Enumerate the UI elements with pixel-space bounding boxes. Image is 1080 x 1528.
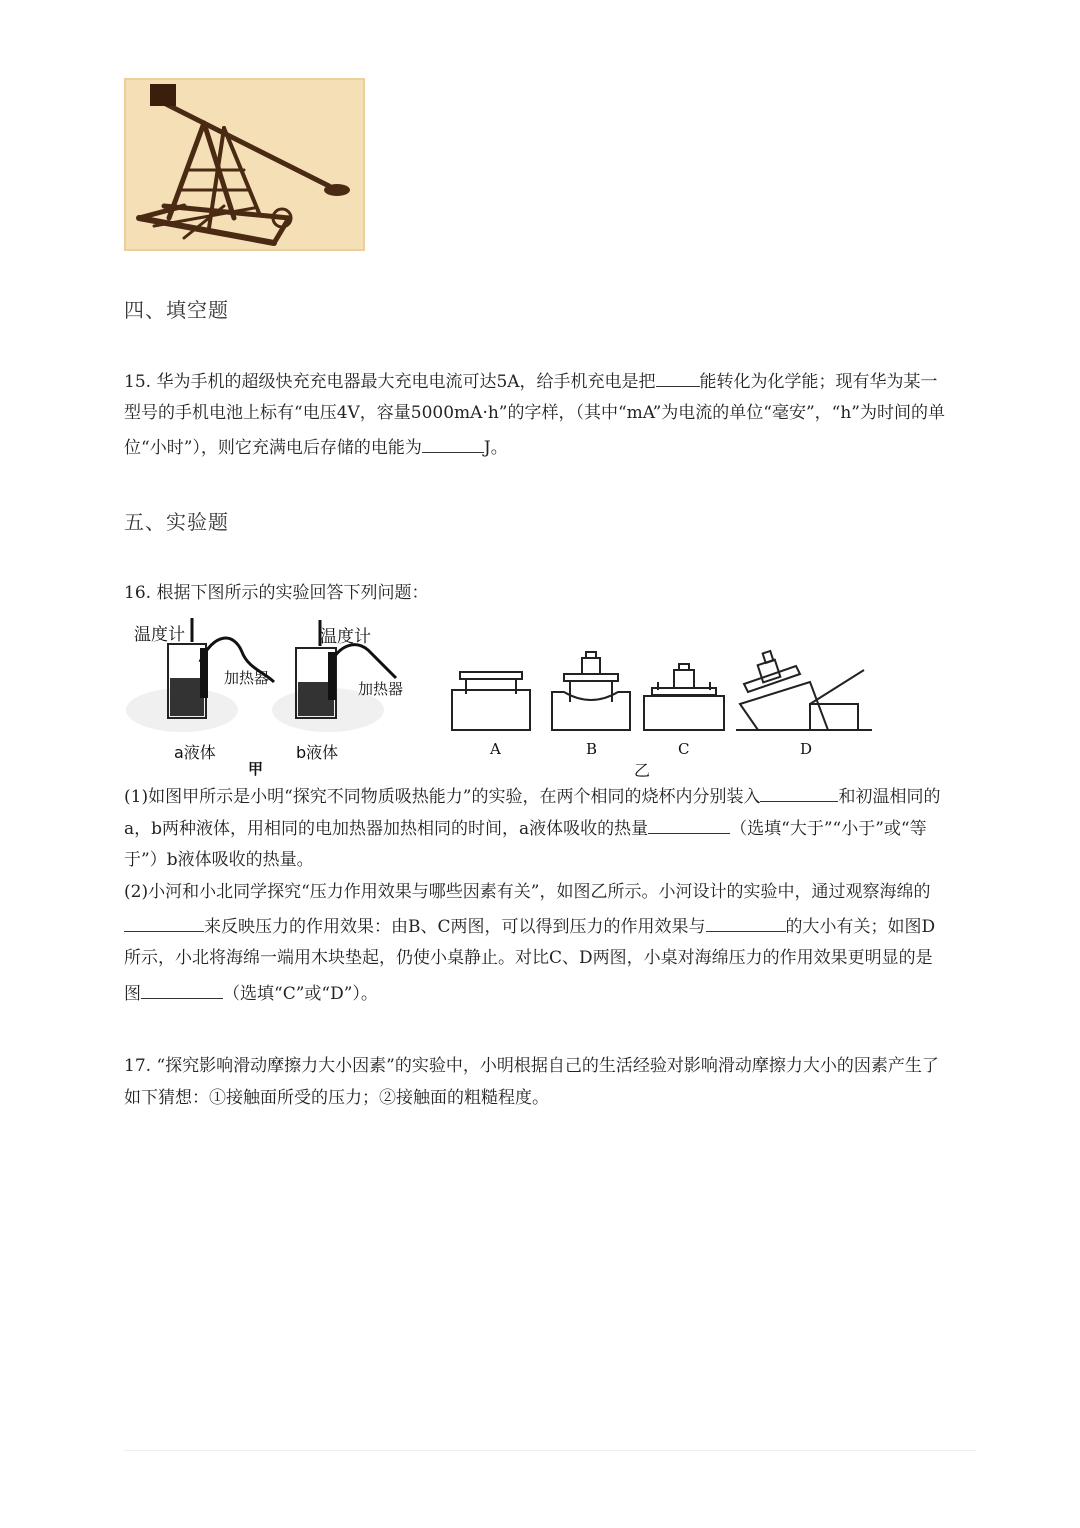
catapult-photo	[124, 78, 365, 251]
q17-line-2	[124, 1088, 549, 1108]
q17-text: 如下猜想：①接触面所受的压力；②接触面的粗糙程度。	[124, 1088, 549, 1108]
q15-blank-2	[422, 436, 484, 453]
q17-text: 17. “探究影响滑动摩擦力大小因素”的实验中，小明根据自己的生活经验对影响滑动摩擦力大小的因素产生了	[124, 1056, 939, 1076]
q16-text: 于”）b液体吸收的热量。	[124, 850, 314, 870]
q15-text: 位“小时”），则它充满电后存储的电能为	[124, 438, 422, 458]
q16-p2-line-4	[124, 982, 378, 1004]
q16-blank-1	[760, 785, 838, 802]
q16-p2-line-1	[124, 882, 930, 902]
q16-blank-5	[141, 982, 223, 999]
q17-line-1	[124, 1056, 939, 1076]
group-yi-label: 乙	[634, 761, 651, 780]
liquid-a-label: a液体	[174, 743, 216, 762]
thermometer-label-1: 温度计	[134, 625, 185, 645]
q15-text: 15. 华为手机的超级快充充电器最大充电电流可达5A，给手机充电是把	[124, 372, 656, 392]
q16-stem: 16. 根据下图所示的实验回答下列问题：	[124, 583, 429, 603]
catapult-image	[124, 78, 365, 251]
q16-p1-line-2	[124, 817, 927, 839]
q16-text: (2)小河和小北同学探究“压力作用效果与哪些因素有关”，如图乙所示。小河设计的实验中，通过观察海绵的	[124, 882, 931, 902]
liquid-b-label: b液体	[296, 743, 339, 762]
q16-text: 的大小有关；如图D	[785, 917, 936, 937]
panel-c-sponge	[644, 664, 724, 730]
q16-text: （选填“大于”“小于”或“等	[730, 819, 927, 839]
panel-b-label: B	[586, 740, 598, 758]
q15-text: J。	[483, 438, 508, 458]
panel-a-label: A	[490, 740, 501, 758]
q16-text: (1)如图甲所示是小明“探究不同物质吸热能力”的实验，在两个相同的烧杯内分别装入	[124, 787, 761, 807]
panel-c-label: C	[678, 740, 690, 758]
panel-d-sponge	[736, 651, 872, 730]
q16-text: （选填“C”或“D”）。	[223, 984, 378, 1004]
section-title-fill-blank: 四、填空题	[124, 298, 229, 322]
group-jia-label: 甲	[248, 760, 264, 778]
q16-blank-4	[706, 915, 786, 932]
q15-blank-1	[656, 370, 700, 387]
q16-text: a，b两种液体，用相同的电加热器加热相同的时间，a液体吸收的热量	[124, 819, 649, 839]
q16-text: 所示，小北将海绵一端用木块垫起，仍使小桌静止。对比C、D两图，小桌对海绵压力的作用效果更明显的是	[124, 948, 933, 968]
q16-p1-line-1	[124, 785, 940, 807]
q16-figure	[124, 612, 884, 782]
section-title-experiment: 五、实验题	[124, 510, 229, 534]
q16-blank-3	[124, 915, 204, 932]
q15-text: 型号的手机电池上标有“电压4V，容量5000mA·h”的字样，（其中“mA”为电流的单位“毫安”，“h”为时间的单	[124, 403, 945, 423]
q16-blank-2	[648, 817, 730, 834]
heater-label-2: 加热器	[358, 680, 404, 698]
q16-text: 和初温相同的	[838, 787, 941, 807]
q16-p1-line-3	[124, 850, 314, 870]
experiment-diagram	[124, 612, 884, 782]
panel-d-label: D	[800, 740, 813, 758]
panel-a-sponge	[452, 672, 530, 730]
q16-p2-line-2	[124, 915, 935, 937]
heater-label-1: 加热器	[224, 669, 270, 687]
q16-p2-line-3	[124, 948, 933, 968]
q15-line-1	[124, 370, 938, 392]
q15-line-2	[124, 403, 945, 423]
footer-divider	[124, 1450, 976, 1451]
q16-text: 来反映压力的作用效果：由B、C两图，可以得到压力的作用效果与	[204, 917, 706, 937]
q15-line-3	[124, 436, 508, 458]
q15-text: 能转化为化学能；现有华为某一	[699, 372, 938, 392]
thermometer-label-2: 温度计	[320, 627, 371, 647]
panel-b-sponge	[552, 652, 630, 730]
q16-text: 图	[124, 984, 141, 1004]
